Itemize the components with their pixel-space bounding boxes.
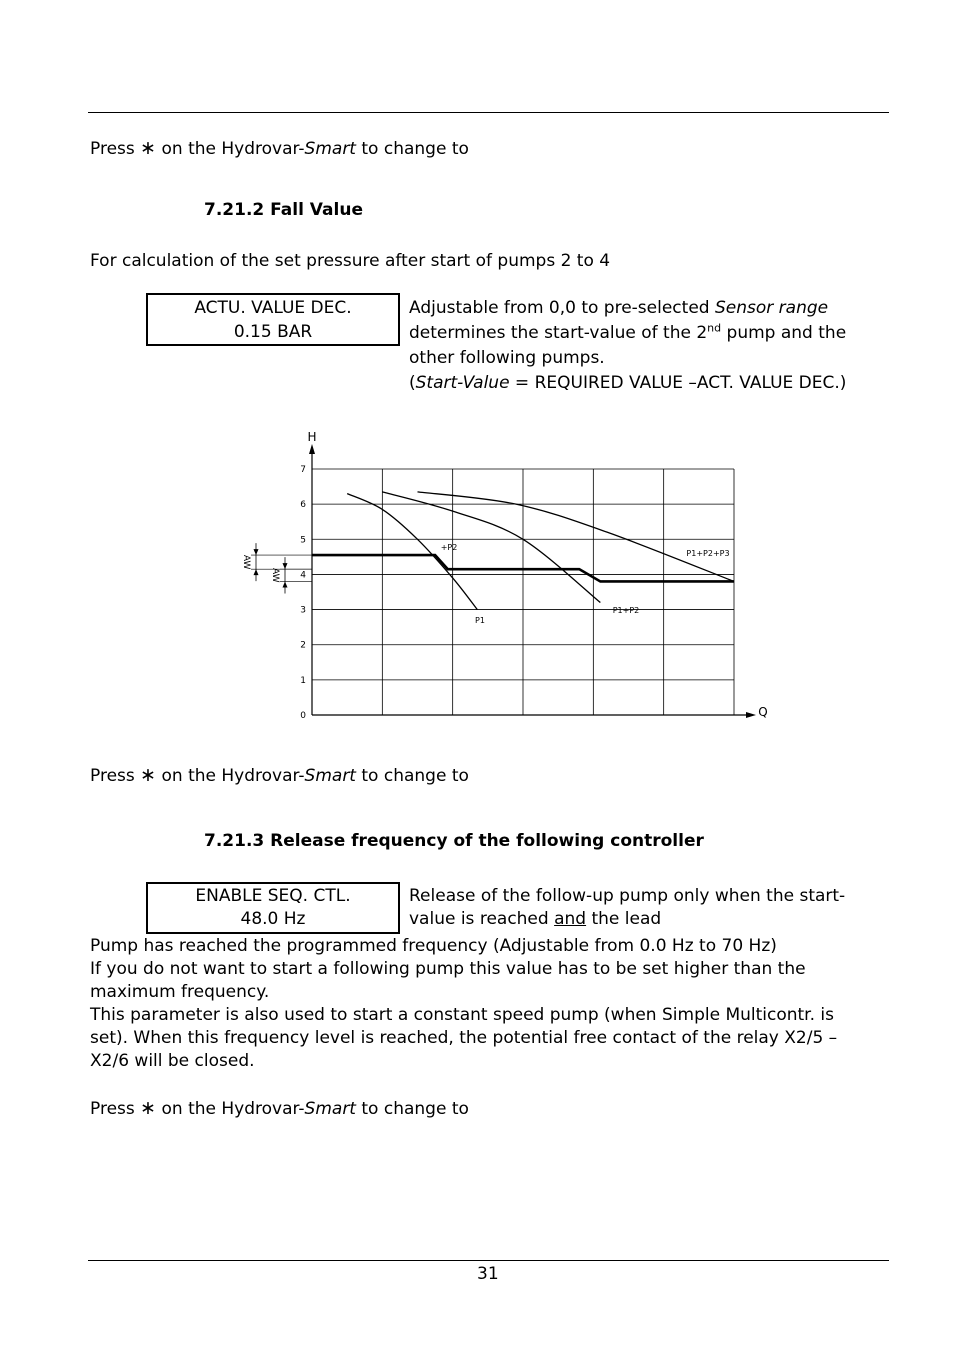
curve-label: +P2	[440, 543, 458, 552]
section-intro: For calculation of the set pressure after start of pumps 2 to 4	[90, 251, 611, 271]
y-tick-label: 6	[300, 500, 306, 511]
x-axis-label: Q	[758, 705, 768, 719]
aw-arrow-icon	[283, 563, 288, 569]
star-key-icon: ∗	[140, 764, 157, 786]
pump-curve-chart	[0, 420, 954, 750]
release-frequency-description: Release of the follow-up pump only when the start- value is reached and the lead	[409, 886, 846, 929]
release-frequency-paragraph: Pump has reached the programmed frequency (Adjustable from 0.0 Hz to 70 Hz) If you do not want to start a following pump this value has to be set higher than the maximum frequency. This parameter is also used to start a constant speed pump (when Simple Multicontr. is set). When this frequency level is reached, the potential free contact of the relay X2/5 – X2/6 will be closed.	[90, 936, 838, 1071]
curve-label: P1+P2	[612, 606, 640, 615]
curve-label: P1+P2+P3	[686, 549, 730, 558]
press-instruction-2: Press ∗ on the Hydrovar-Smart to change to	[90, 764, 469, 786]
aw-arrow-icon	[254, 569, 259, 575]
y-tick-label: 4	[300, 570, 306, 581]
aw-label: AW	[270, 568, 280, 583]
y-tick-label: 7	[300, 465, 306, 475]
lcd-display-enable-seq	[146, 882, 400, 934]
footer-rule	[88, 1260, 889, 1261]
y-tick-label: 0	[300, 711, 306, 721]
header-rule	[88, 112, 889, 113]
y-tick-label: 2	[300, 640, 306, 651]
section-heading-release-frequency: 7.21.3 Release frequency of the following controller	[204, 831, 704, 851]
y-tick-label: 3	[300, 605, 306, 616]
y-tick-label: 1	[300, 675, 306, 686]
lcd-line-1: ENABLE SEQ. CTL.	[195, 886, 351, 906]
pump-curve-p1-p2	[382, 492, 600, 603]
page-number: 31	[477, 1264, 499, 1284]
x-axis-arrow	[746, 712, 756, 718]
aw-arrow-icon	[283, 581, 288, 587]
aw-arrow-icon	[254, 549, 259, 555]
aw-label: AW	[241, 554, 251, 570]
press-instruction-1: Press ∗ on the Hydrovar-Smart to change to	[90, 137, 469, 159]
fall-value-description: Adjustable from 0,0 to pre-selected Sensor range determines the start-value of the 2nd pump and the other following pumps. (Start-Value = REQUIRED VALUE –ACT. VALUE DEC.)	[409, 298, 847, 393]
section-heading-fall-value: 7.21.2 Fall Value	[204, 200, 363, 220]
lcd-line-2: 0.15 BAR	[233, 322, 313, 342]
y-axis-arrow	[309, 444, 315, 454]
chart-y-ticks	[300, 465, 306, 721]
press-instruction-3: Press ∗ on the Hydrovar-Smart to change to	[90, 1097, 469, 1119]
curve-label: P1	[475, 616, 485, 625]
pump-curve-p1	[347, 494, 477, 610]
lcd-line-2: 48.0 Hz	[240, 909, 306, 929]
y-tick-label: 5	[300, 535, 306, 546]
star-key-icon: ∗	[140, 1097, 157, 1119]
lcd-line-1: ACTU. VALUE DEC.	[194, 298, 352, 318]
y-axis-label: H	[307, 430, 317, 444]
star-key-icon: ∗	[140, 137, 157, 159]
lcd-display-fall-value	[146, 293, 400, 346]
